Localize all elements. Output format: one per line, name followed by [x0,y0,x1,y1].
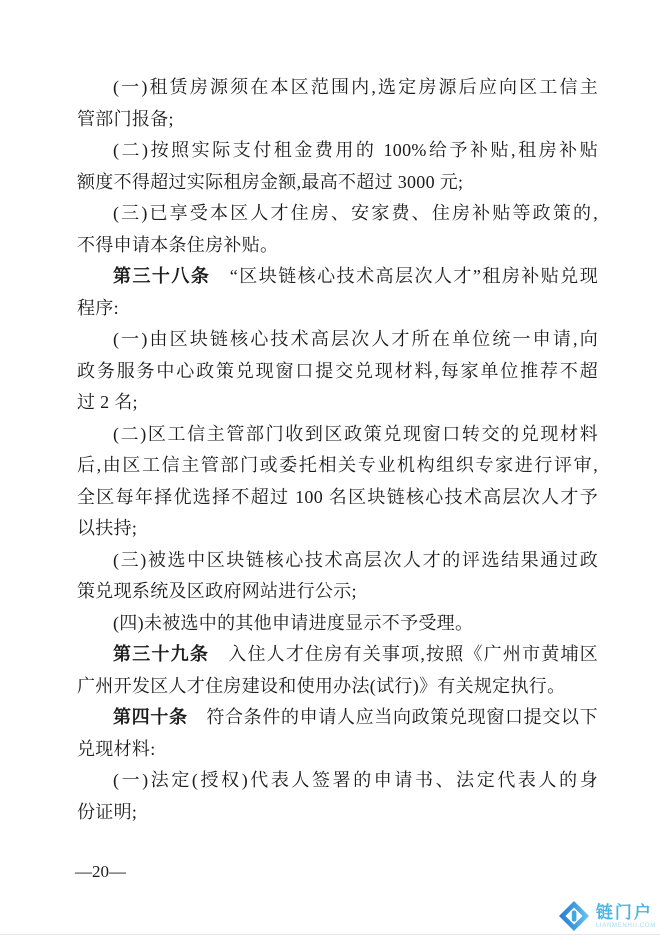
text-line [77,545,598,577]
article-number: 第四十条 [113,707,188,727]
text-line [77,797,598,829]
text-line [77,639,598,671]
text-line [77,230,598,262]
watermark-brand-domain: LIANMENHU.COM [595,922,656,929]
text-run: 额度不得超过实际租房金额,最高不超过 3000 元; [77,171,464,192]
text-run: 入住人才住房有关事项,按照《广州市黄埔区 [209,644,598,664]
text-run: (二)区工信主管部门收到区政策兑现窗口转交的兑现材料 [113,423,598,444]
text-run: 策兑现系统及区政府网站进行公示; [77,581,357,601]
article-number: 第三十九条 [113,644,210,664]
article-number: 第三十八条 [113,266,211,286]
text-line [77,513,598,545]
text-line [77,450,598,482]
text-run: (二)按照实际支付租金费用的 100%给予补贴,租房补贴 [113,140,598,160]
text-run: (三)已享受本区人才住房、安家费、住房补贴等政策的, [113,203,598,223]
watermark-logo [557,899,656,933]
text-run: 份证明; [77,801,138,822]
text-run: 兑现材料: [77,738,156,759]
text-run: 符合条件的申请人应当向政策兑现窗口提交以下 [187,707,598,727]
text-run: 后,由区工信主管部门或委托相关专业机构组织专家进行评审, [77,455,598,475]
text-run: 管部门报备; [77,108,174,129]
text-line [77,734,598,766]
text-run: “区块链核心技术高层次人才”租房补贴兑现 [210,266,598,286]
text-run: (一)法定(授权)代表人签署的申请书、法定代表人的身 [113,770,598,790]
text-line [77,356,598,388]
text-run: (四)未被选中的其他申请进度显示不予受理。 [113,612,474,633]
text-run: 广州开发区人才住房建设和使用办法(试行)》有关规定执行。 [77,675,566,696]
text-line [77,702,598,734]
text-line [77,576,598,608]
text-run: 过 2 名; [77,392,138,412]
text-run: 政务服务中心政策兑现窗口提交兑现材料,每家单位推荐不超 [77,360,598,381]
diamond-chain-link-icon [557,899,591,933]
watermark-text [596,904,656,929]
text-line [77,72,598,104]
text-line [77,324,598,356]
text-run: 以扶持; [77,518,138,538]
text-run: (三)被选中区块链核心技术高层次人才的评选结果通过政 [113,549,598,570]
text-run: 程序: [77,297,119,318]
text-line [77,293,598,325]
text-line [77,608,598,640]
text-line [77,765,598,797]
text-run: 全区每年择优选择不超过 100 名区块链核心技术高层次人才予 [77,486,598,507]
text-line [77,261,598,293]
text-line [77,671,598,703]
text-run: (一)租赁房源须在本区范围内,选定房源后应向区工信主 [113,77,598,97]
watermark-brand-name: 链门户 [595,902,653,922]
document-body [77,72,598,828]
text-line [77,198,598,230]
text-line [77,482,598,514]
text-line [77,419,598,451]
text-line [77,104,598,136]
text-line [77,135,598,167]
text-line [77,167,598,199]
footer-divider [0,934,660,935]
text-line [77,387,598,419]
page-number: —20— [75,862,126,881]
text-run: (一)由区块链核心技术高层次人才所在单位统一申请,向 [113,329,598,349]
text-run: 不得申请本条住房补贴。 [77,234,279,255]
